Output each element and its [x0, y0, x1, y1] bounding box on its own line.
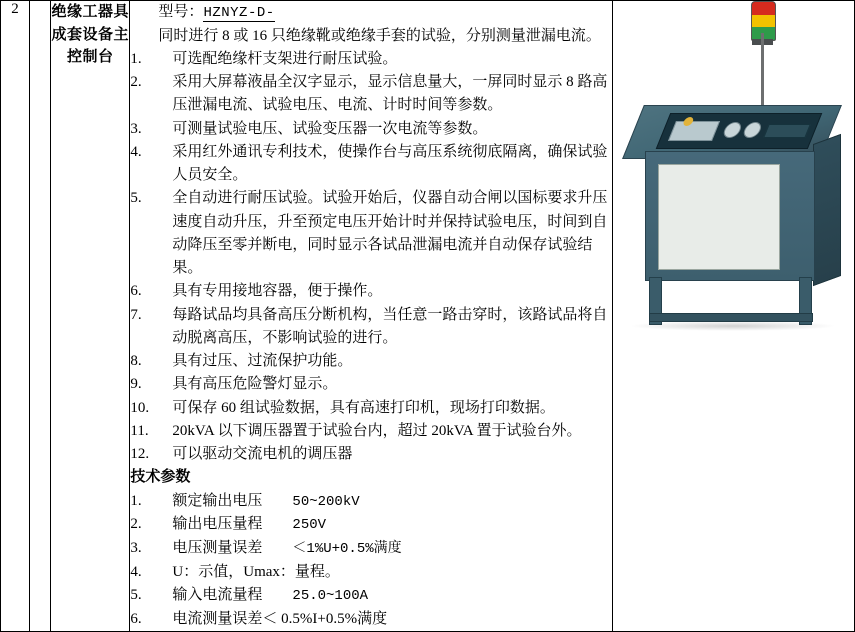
param-label: 输入电流量程 — [172, 587, 263, 603]
list-item — [130, 608, 612, 631]
product-name-cell: 绝缘工器具成套设备主控制台 — [51, 1, 130, 632]
list-item-number: 8. — [130, 353, 142, 370]
list-item-number: 12. — [130, 446, 150, 463]
list-item-number: 9. — [130, 376, 142, 393]
param-label: U：示值，Umax：量程。 — [172, 563, 340, 580]
list-item — [130, 443, 612, 466]
lamp-red-segment — [752, 2, 775, 15]
list-item-text: 20kVA 以下调压器置于试验台内，超过 20kVA 置于试验台外。 — [172, 422, 582, 439]
description-cell — [130, 1, 613, 632]
list-item — [130, 48, 612, 71]
list-item — [130, 187, 612, 280]
param-value: 50~200kV — [292, 493, 360, 510]
console-meter-one — [721, 122, 743, 138]
param-label: 额定输出电压 — [172, 492, 263, 509]
list-item-text: 具有高压危险警灯显示。 — [172, 376, 338, 393]
list-item-number: 1. — [130, 50, 142, 67]
table-row — [1, 1, 855, 632]
list-item-number: 4. — [130, 563, 142, 580]
list-item-text: 可以驱动交流电机的调压器 — [172, 446, 353, 463]
console-illustration — [619, 1, 849, 401]
list-item — [130, 280, 612, 303]
model-label: 型号： — [158, 4, 204, 20]
param-value: 250V — [292, 517, 327, 534]
intro-paragraph: 同时进行 8 或 16 只绝缘靴或绝缘手套的试验，分别测量泄漏电流。 — [158, 27, 601, 44]
param-label: 电流测量误差＜ 0.5%I+0.5%满度 — [172, 610, 388, 627]
spacer-cell — [30, 1, 51, 632]
param-value: ＜1%U+0.5%满度 — [292, 541, 402, 558]
list-item — [130, 118, 612, 141]
list-item — [130, 561, 612, 584]
console-front-face — [645, 151, 815, 281]
list-item-number: 5. — [130, 587, 142, 603]
list-item — [130, 490, 612, 514]
list-item-text: 可保存 60 组试验数据，具有高速打印机，现场打印数据。 — [172, 399, 555, 416]
list-item — [130, 537, 612, 561]
list-item-number: 2. — [130, 74, 142, 91]
list-item-text: 全自动进行耐压试验。试验开始后，仪器自动合闸以国标要求升压速度自动升压，升至预定电压开始计时并保持试验电压，时间到自动降压至零并断电，同时显示各试品泄漏电流并自动保存试验结果。 — [172, 190, 608, 277]
list-item — [130, 373, 612, 396]
param-label: 电压测量误差 — [172, 540, 263, 557]
list-item-number: 6. — [130, 610, 142, 627]
list-item-number: 7. — [130, 306, 142, 323]
console-control-panel — [655, 113, 822, 149]
params-title: 技术参数 — [130, 469, 191, 486]
list-item — [130, 141, 612, 188]
list-item — [130, 350, 612, 373]
console-shadow — [629, 321, 837, 331]
row-index-cell: 2 — [1, 1, 30, 632]
lamp-yellow-segment — [752, 15, 775, 28]
console-display-screen — [668, 121, 720, 141]
list-item-number: 11. — [130, 422, 149, 439]
list-item-text: 采用红外通讯专利技术，使操作台与高压系统彻底隔离，确保试验 人员安全。 — [172, 143, 608, 184]
list-item-text: 具有专用接地容器，便于操作。 — [172, 283, 383, 300]
list-item-number: 3. — [130, 120, 142, 137]
param-list — [130, 490, 612, 631]
console-front-door — [658, 164, 780, 270]
control-console-body — [627, 99, 841, 329]
model-line — [130, 1, 612, 25]
list-item-number: 6. — [130, 283, 142, 300]
list-item-number: 1. — [130, 492, 142, 509]
list-item — [130, 304, 612, 351]
list-item — [130, 513, 612, 537]
list-item-text: 采用大屏幕液晶全汉字显示，显示信息量大，一屏同时显示 8 路高压泄漏电流、试验电压、电流、计时时间等参数。 — [172, 74, 608, 114]
list-item — [130, 584, 612, 608]
list-item-text: 可选配绝缘杆支架进行耐压试验。 — [172, 50, 398, 67]
model-value: HZNYZ-D- — [203, 5, 275, 21]
list-item-text: 可测量试验电压、试验变压器一次电流等参数。 — [172, 120, 488, 137]
list-item-number: 5. — [130, 190, 142, 207]
list-item-number: 10. — [130, 399, 150, 416]
list-item — [130, 71, 612, 118]
list-item-text: 每路试品均具备高压分断机构，当任意一路击穿时，该路试品将自动脱离高压，不影响试验的进行。 — [172, 306, 608, 346]
product-image-cell — [613, 1, 855, 632]
param-value: 25.0~100A — [292, 588, 369, 604]
console-side-face — [813, 134, 841, 286]
list-item-number: 4. — [130, 143, 142, 160]
console-button-row — [763, 124, 811, 138]
param-label: 输出电压量程 — [172, 516, 263, 533]
list-item-number: 2. — [130, 516, 142, 533]
list-item-number: 3. — [130, 540, 142, 557]
feature-list — [130, 48, 612, 467]
list-item — [130, 397, 612, 420]
list-item-text: 具有过压、过流保护功能。 — [172, 353, 353, 370]
list-item — [130, 420, 612, 443]
console-meter-two — [741, 122, 763, 138]
